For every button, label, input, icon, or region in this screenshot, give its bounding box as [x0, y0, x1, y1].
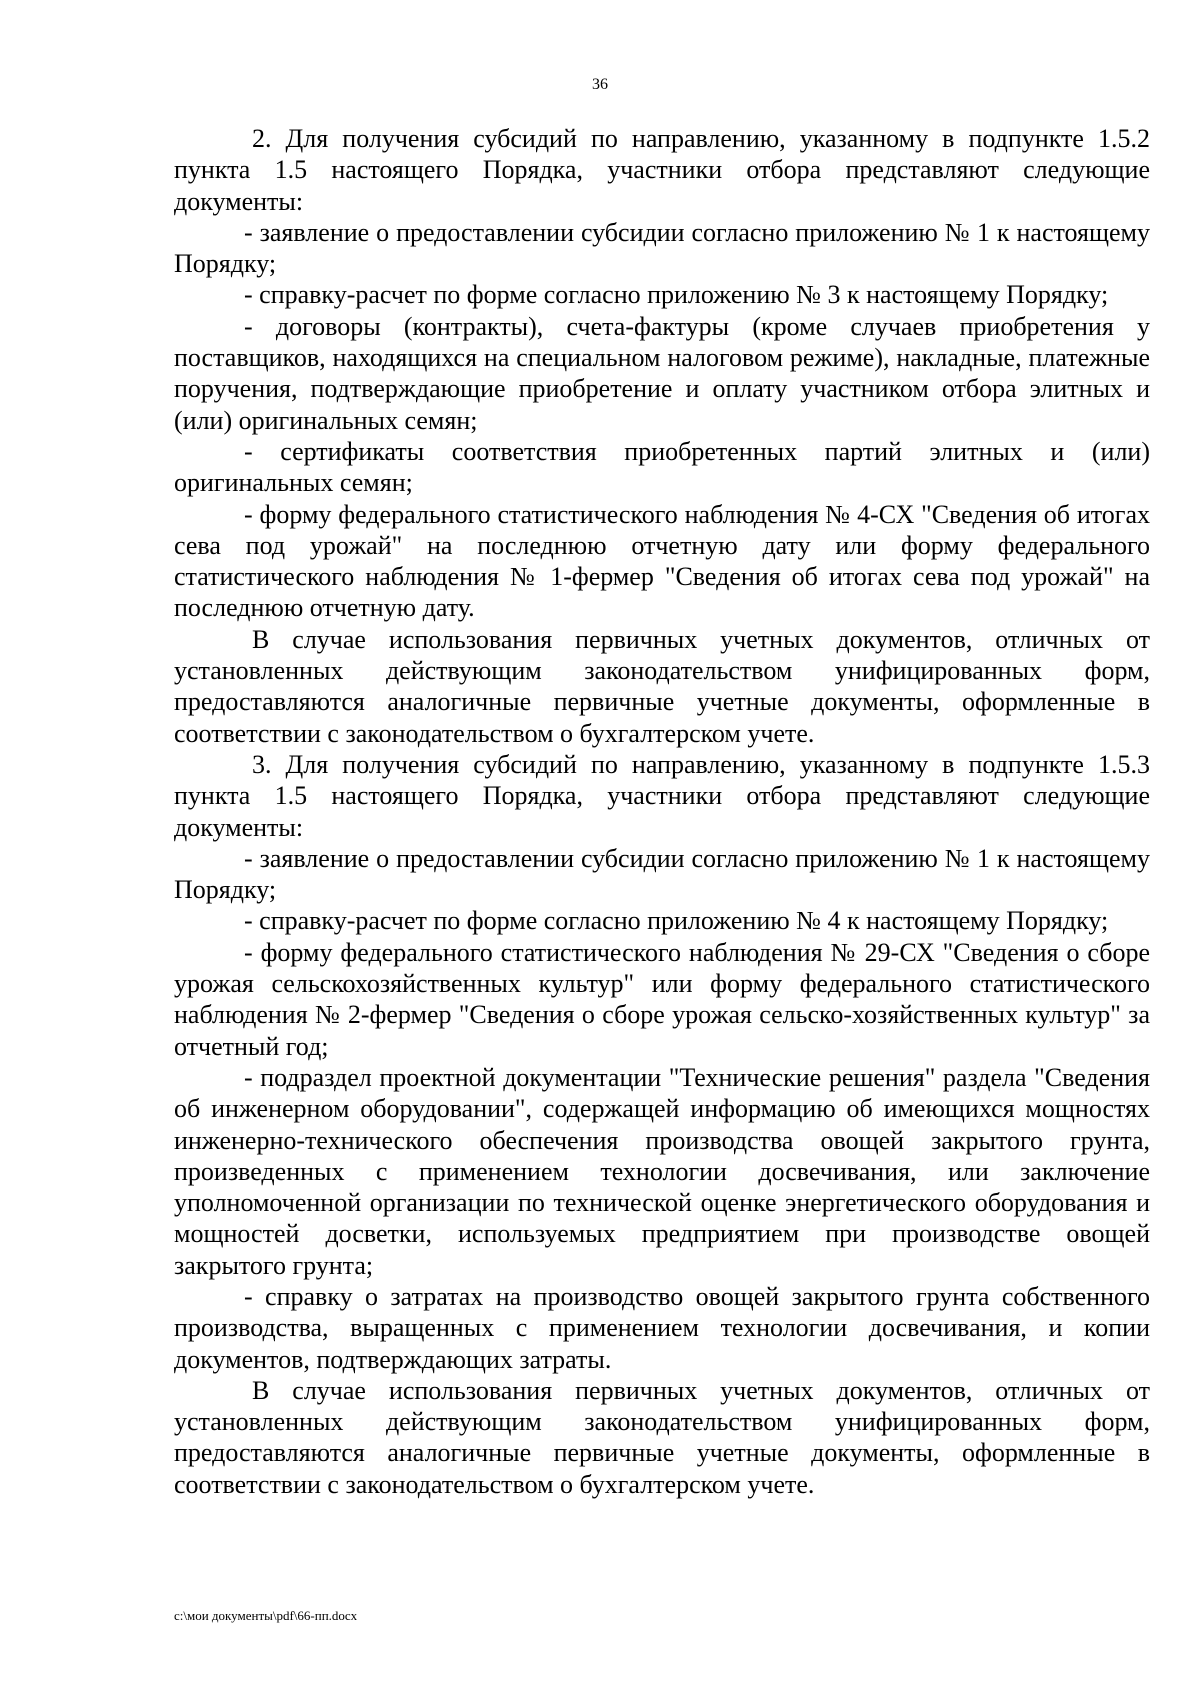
list-item: - справку о затратах на производство овощей закрытого грунта собственного производства, выращенных с применением технологии досвечивания, и копии документов, подтверждающих затраты.: [174, 1281, 1150, 1374]
paragraph-primary-documents-note: В случае использования первичных учетных документов, отличных от установленных действующим законодательством унифицированных форм, предоставляются аналогичные первичные учетные документы, оформленные в соответствии с законодательством о бухгалтерском учете.: [174, 1375, 1150, 1499]
page-number: 36: [592, 76, 608, 93]
list-item: - заявление о предоставлении субсидии согласно приложению № 1 к настоящему Порядку;: [174, 843, 1150, 905]
document-body: [174, 123, 1150, 1500]
list-item: - подраздел проектной документации "Технические решения" раздела "Сведения об инженерном оборудовании", содержащей информацию об имеющихся мощностях инженерно-технического обеспечения производства овощей закрытого грунта, произведенных с применением технологии досвечивания, или заключение уполномоченной организации по технической оценке энергетического оборудования и мощностей досветки, используемых предприятием при производстве овощей закрытого грунта;: [174, 1062, 1150, 1280]
footer-file-path: c:\мои документы\pdf\66-пп.docx: [174, 1608, 358, 1623]
paragraph-section-3-intro: 3. Для получения субсидий по направлению, указанному в подпункте 1.5.3 пункта 1.5 настоящего Порядка, участники отбора представляют следующие документы:: [174, 749, 1150, 842]
list-item: - форму федерального статистического наблюдения № 29-СХ "Сведения о сборе урожая сельскохозяйственных культур" или форму федерального статистического наблюдения № 2-фермер "Сведения о сборе урожая сельско-хозяйственных культур" за отчетный год;: [174, 937, 1150, 1061]
paragraph-primary-documents-note: В случае использования первичных учетных документов, отличных от установленных действующим законодательством унифицированных форм, предоставляются аналогичные первичные учетные документы, оформленные в соответствии с законодательством о бухгалтерском учете.: [174, 624, 1150, 748]
list-item: - справку-расчет по форме согласно приложению № 3 к настоящему Порядку;: [244, 280, 1109, 310]
list-item: - заявление о предоставлении субсидии согласно приложению № 1 к настоящему Порядку;: [174, 217, 1150, 279]
list-item: - договоры (контракты), счета-фактуры (кроме случаев приобретения у поставщиков, находящихся на специальном налоговом режиме), накладные, платежные поручения, подтверждающие приобретение и оплату участником отбора элитных и (или) оригинальных семян;: [174, 311, 1150, 435]
list-item: - форму федерального статистического наблюдения № 4-СХ "Сведения об итогах сева под урожай" на последнюю отчетную дату или форму федерального статистического наблюдения № 1-фермер "Сведения об итогах сева под урожай" на последнюю отчетную дату.: [174, 499, 1150, 623]
list-item: - сертификаты соответствия приобретенных партий элитных и (или) оригинальных семян;: [174, 436, 1150, 498]
list-item: - справку-расчет по форме согласно приложению № 4 к настоящему Порядку;: [244, 906, 1109, 936]
paragraph-section-2-intro: 2. Для получения субсидий по направлению, указанному в подпункте 1.5.2 пункта 1.5 настоящего Порядка, участники отбора представляют следующие документы:: [174, 124, 1150, 216]
